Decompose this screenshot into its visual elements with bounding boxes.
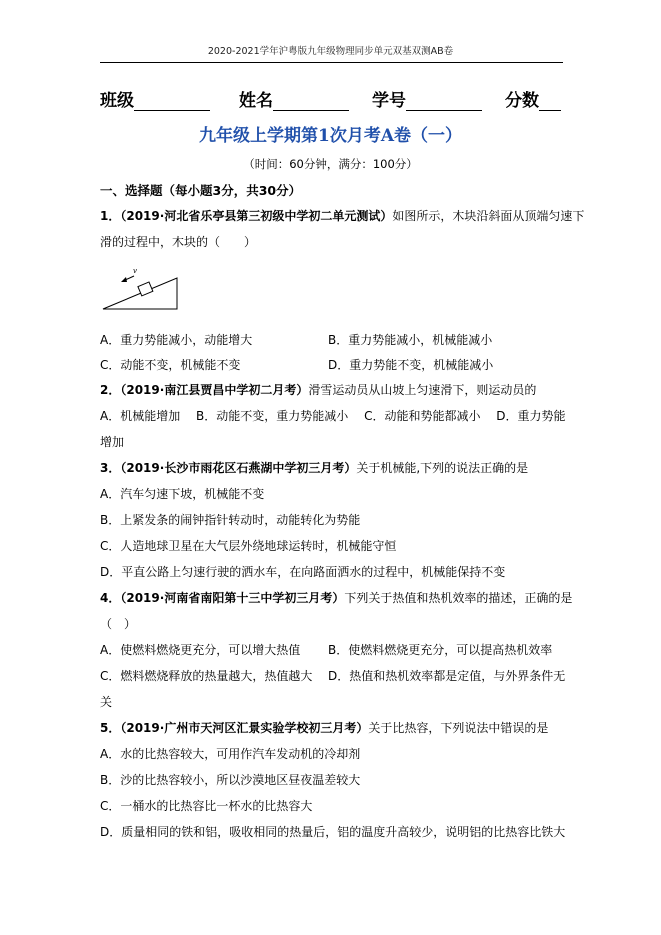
q1-stem-line1	[100, 207, 584, 224]
incline-triangle	[103, 278, 177, 309]
q2-options-cont[interactable]: 增加	[100, 435, 125, 449]
q3-option-b[interactable]: B．上紧发条的闹钟指针转动时，动能转化为势能	[100, 513, 361, 527]
q3-source: （2019·长沙市雨花区石燕湖中学初三月考）	[120, 461, 357, 475]
velocity-arrowhead	[121, 277, 127, 282]
q1-option-c[interactable]: C．动能不变，机械能不变	[100, 358, 241, 372]
page-header: 2020-2021学年沪粤版九年级物理同步单元双基双测AB卷	[207, 46, 454, 57]
q1-stem-line2: 滑的过程中，木块的（ ）	[100, 235, 257, 249]
id-blank[interactable]	[406, 92, 482, 111]
q1-option-a[interactable]: A．重力势能减小，动能增大	[100, 333, 253, 347]
class-label: 班级	[100, 91, 134, 111]
q4-option-d[interactable]: D．热值和热机效率都是定值，与外界条件无	[328, 669, 566, 683]
incline-figure	[100, 264, 180, 312]
score-label: 分数	[505, 91, 539, 111]
q5-option-b[interactable]: B．沙的比热容较小，所以沙漠地区昼夜温差较大	[100, 773, 361, 787]
q1-option-d[interactable]: D．重力势能不变，机械能减小	[328, 358, 494, 372]
section-heading: 一、选择题（每小题3分，共30分）	[100, 183, 302, 198]
q2-options[interactable]: A．机械能增加 B．动能不变，重力势能减小 C．动能和势能都减小 D．重力势能	[100, 409, 566, 423]
q4-stem-text: 下列关于热值和热机效率的描述，正确的是	[344, 591, 573, 605]
q1-source: （2019·河北省乐亭县第三初级中学初二单元测试）	[120, 209, 393, 223]
q4-stem-line2: （ ）	[100, 617, 137, 631]
header-divider	[100, 62, 563, 63]
score-blank[interactable]	[539, 92, 561, 111]
q4-option-b[interactable]: B．使燃料燃烧更充分，可以提高热机效率	[328, 643, 553, 657]
q3-option-c[interactable]: C．人造地球卫星在大气层外绕地球运转时，机械能守恒	[100, 539, 397, 553]
q4-option-a[interactable]: A．使燃料燃烧更充分，可以增大热值	[100, 643, 301, 657]
q1-stem: 如图所示，木块沿斜面从顶端匀速下	[392, 209, 585, 223]
q2-stem	[100, 381, 536, 398]
q4-option-c[interactable]: C．燃料燃烧释放的热量越大，热值越大	[100, 669, 313, 683]
q3-option-a[interactable]: A．汽车匀速下坡，机械能不变	[100, 487, 265, 501]
q4-number: 4．	[100, 591, 121, 605]
exam-title: 九年级上学期第1次月考A卷（一）	[198, 126, 463, 146]
id-field[interactable]	[372, 86, 482, 111]
q2-stem-text: 滑雪运动员从山坡上匀速滑下，则运动员的	[308, 383, 537, 397]
q5-option-d[interactable]: D．质量相同的铁和铝，吸收相同的热量后，铝的温度升高较少，说明铝的比热容比铁大	[100, 825, 566, 839]
q5-stem	[100, 719, 548, 736]
score-field[interactable]	[505, 86, 561, 111]
q3-option-d[interactable]: D．平直公路上匀速行驶的洒水车，在向路面洒水的过程中，机械能保持不变	[100, 565, 506, 579]
q2-source: （2019·南江县贾昌中学初二月考）	[120, 383, 309, 397]
velocity-label: v	[133, 267, 137, 275]
class-blank[interactable]	[134, 92, 210, 111]
q1-option-b[interactable]: B．重力势能减小，机械能减小	[328, 333, 493, 347]
q5-number: 5．	[100, 721, 121, 735]
q3-stem-text: 关于机械能,下列的说法正确的是	[356, 461, 529, 475]
q5-option-c[interactable]: C．一桶水的比热容比一杯水的比热容大	[100, 799, 313, 813]
exam-subtitle: （时间：60分钟，满分：100分）	[243, 157, 418, 171]
q4-option-d-cont[interactable]: 关	[100, 695, 113, 709]
class-field[interactable]	[100, 86, 210, 111]
name-field[interactable]	[239, 86, 349, 111]
name-label: 姓名	[239, 91, 273, 111]
q3-number: 3．	[100, 461, 121, 475]
q4-source: （2019·河南省南阳第十三中学初三月考）	[120, 591, 345, 605]
q2-number: 2．	[100, 383, 121, 397]
q1-number: 1．	[100, 209, 121, 223]
id-label: 学号	[372, 91, 406, 111]
q4-stem	[100, 589, 572, 606]
q5-option-a[interactable]: A．水的比热容较大，可用作汽车发动机的冷却剂	[100, 747, 361, 761]
q5-stem-text: 关于比热容，下列说法中错误的是	[368, 721, 549, 735]
q5-source: （2019·广州市天河区汇景实验学校初三月考）	[120, 721, 369, 735]
q3-stem	[100, 459, 528, 476]
name-blank[interactable]	[273, 92, 349, 111]
